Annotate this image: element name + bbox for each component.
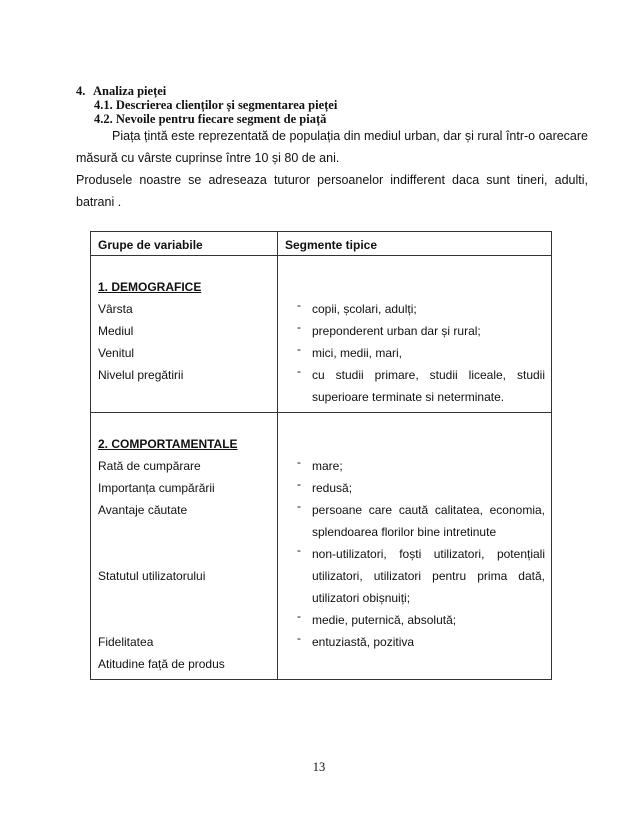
table-header-row: [91, 232, 552, 256]
segment-item: - redusă;: [297, 477, 353, 495]
paragraph-target-market: Piața țintă este reprezentată de populația din mediul urban, dar și rural într-o oarecare măsură cu vârste cuprinse între 10 și 80 de ani.: [76, 129, 588, 165]
variable-label: Mediul: [98, 324, 134, 338]
section-heading: [76, 84, 166, 99]
variable-label: Fidelitatea: [98, 635, 154, 649]
paragraph-products: Produsele noastre se adreseaza tuturor persoanelor indifferent daca sunt tineri, adulti, batrani .: [76, 173, 588, 209]
table-row-demographic: [91, 256, 552, 413]
section-title-behavioral: 2. COMPORTAMENTALE: [98, 437, 238, 451]
header-variable-groups: Grupe de variabile: [98, 238, 203, 252]
segment-item: - non-utilizatori, foști utilizatori, potențiali utilizatori, utilizatori pentru prima dată, utilizatori obișnuiți;: [297, 543, 545, 605]
variable-label: Vârsta: [98, 302, 133, 316]
section-title-demographic: 1. DEMOGRAFICE: [98, 280, 202, 294]
header-typical-segments: Segmente tipice: [285, 238, 378, 252]
variable-label: Nivelul pregătirii: [98, 368, 184, 382]
page-number: 13: [312, 760, 326, 774]
segmentation-table: [90, 231, 552, 680]
segment-item: - entuziastă, pozitiva: [297, 631, 415, 649]
variable-label: Rată de cumpărare: [98, 459, 201, 473]
segment-item: - mici, medii, mari,: [297, 342, 403, 360]
segment-item: - preponderent urban dar și rural;: [297, 320, 481, 338]
segment-item: - mare;: [297, 455, 343, 473]
segment-item: - copii, școlari, adulți;: [297, 298, 417, 316]
subsection-heading-1: 4.1. Descrierea clienților și segmentarea pieței: [94, 98, 338, 112]
segment-item: - medie, puternică, absolută;: [297, 609, 457, 627]
section-title: Analiza pieței: [93, 84, 167, 98]
variable-label: Importanța cumpărării: [98, 481, 215, 495]
variable-label: Venitul: [98, 346, 135, 360]
segment-item: - persoane care caută calitatea, economia, splendoarea florilor bine intretinute: [297, 499, 545, 539]
variable-label: Avantaje căutate: [98, 503, 188, 517]
table-row-behavioral: [91, 413, 552, 680]
variable-label: Statutul utilizatorului: [98, 569, 206, 583]
subsection-heading-2: 4.2. Nevoile pentru fiecare segment de piață: [94, 112, 327, 126]
section-number: 4.: [76, 84, 86, 98]
variable-label: Atitudine față de produs: [98, 657, 225, 671]
segment-item: - cu studii primare, studii liceale, studii superioare terminate si neterminate.: [297, 364, 545, 404]
